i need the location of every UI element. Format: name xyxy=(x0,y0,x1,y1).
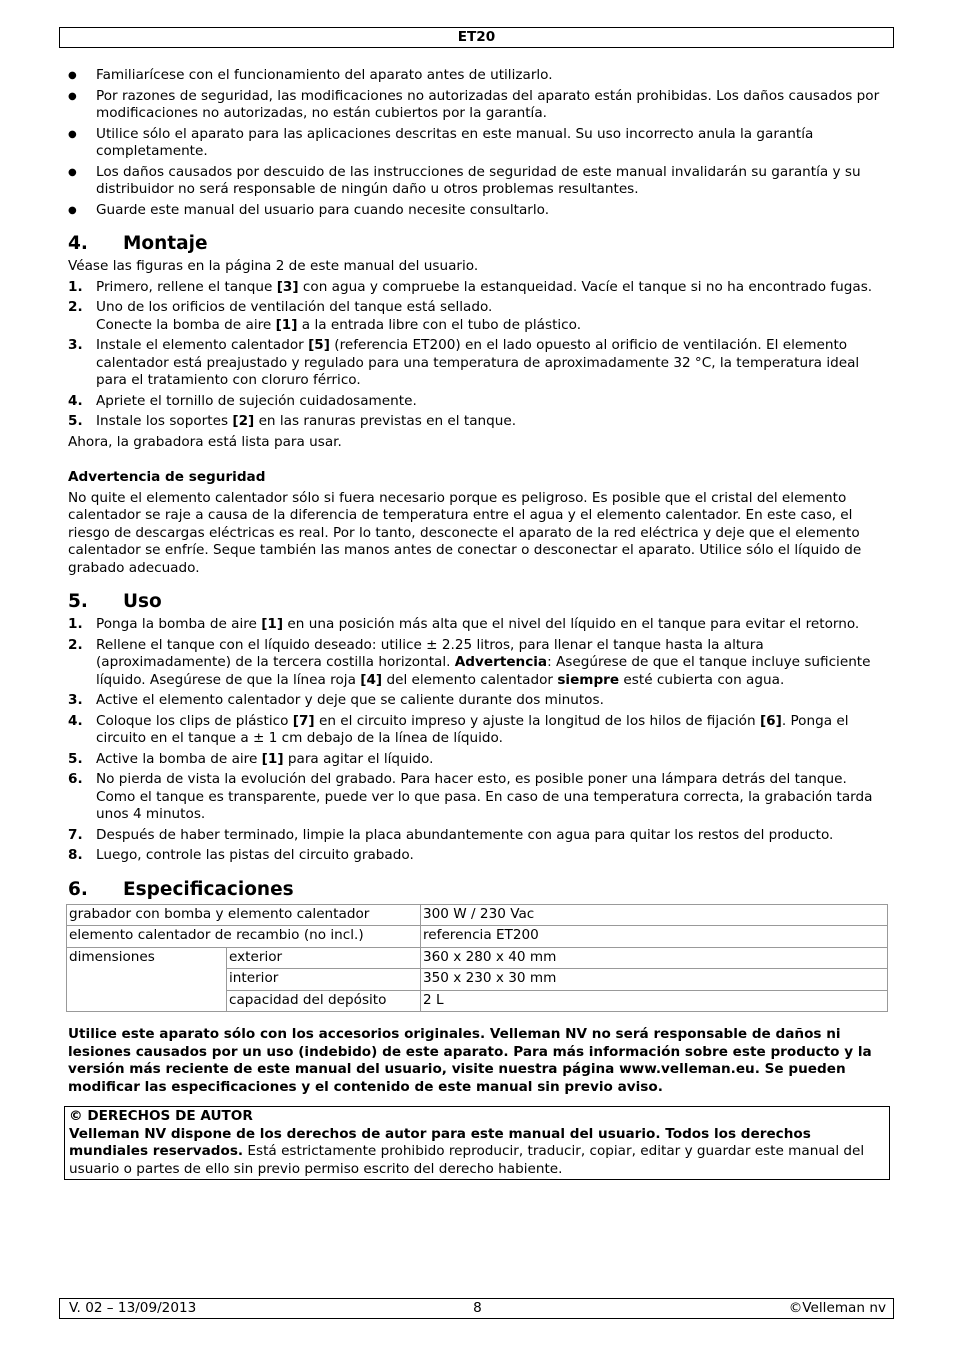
table-row xyxy=(67,947,888,969)
table-cell: elemento calentador de recambio (no incl.) xyxy=(67,926,421,948)
version-date: V. 02 – 13/09/2013 xyxy=(69,1300,197,1316)
table-cell: grabador con bomba y elemento calentador xyxy=(67,904,421,926)
list-item: ● Por razones de seguridad, las modificaciones no autorizadas del aparato están prohibidas. Los daños causados por modificaciones no autorizadas, no están cubiertos por la garantía. xyxy=(68,87,880,121)
montaje-intro: Véase las figuras en la página 2 de este manual del usuario. xyxy=(68,258,479,274)
bullet-icon: ● xyxy=(68,166,77,178)
bullet-icon: ● xyxy=(68,128,77,140)
list-item: 5. Active la bomba de aire [1] para agitar el líquido. xyxy=(68,750,434,767)
copyright-title: © DERECHOS DE AUTOR xyxy=(69,1108,253,1124)
section-heading-uso: 5. Uso xyxy=(68,591,162,612)
page-header xyxy=(59,27,894,48)
section-heading-montaje: 4. Montaje xyxy=(68,233,208,254)
list-item: 5. Instale los soportes [2] en las ranuras previstas en el tanque. xyxy=(68,413,517,429)
specifications-table xyxy=(66,904,888,1013)
table-cell: 300 W / 230 Vac xyxy=(421,904,888,926)
copyright-text: Velleman NV dispone de los derechos de autor para este manual del usuario. Todos los derechos mundiales reservados. Está estrictamente prohibido reproducir, traducir, copiar, editar y guardar este manual del usuario o partes de ello sin previo permiso escrito del derecho habiente. xyxy=(69,1125,865,1177)
table-cell: capacidad del depósito xyxy=(227,990,421,1012)
page-number: 8 xyxy=(473,1300,482,1316)
bullet-icon: ● xyxy=(68,90,77,102)
table-row xyxy=(67,926,888,948)
warning-text: No quite el elemento calentador sólo si fuera necesario porque es peligroso. Es posible que el cristal del elemento calentador se raje a causa de la diferencia de temperatura entre el agua y el elemento calentador. En este caso, el riesgo de descargas eléctricas es real. Por lo tanto, desconecte el aparato de la red eléctrica y deje que el elemento calentador se enfríe. Seque también las manos antes de conectar o desconectar el aparato. Utilice sólo el líquido de grabado adecuado. xyxy=(68,489,862,576)
table-cell: 350 x 230 x 30 mm xyxy=(421,969,888,991)
table-cell: interior xyxy=(227,969,421,991)
list-item: 7. Después de haber terminado, limpie la placa abundantemente con agua para quitar los restos del producto. xyxy=(68,826,834,843)
bullet-icon: ● xyxy=(68,70,77,81)
copyright-box xyxy=(64,1106,890,1180)
table-cell: 360 x 280 x 40 mm xyxy=(421,947,888,969)
table-cell: dimensiones xyxy=(67,947,227,1012)
section-heading-especificaciones: 6. Especificaciones xyxy=(68,878,294,900)
list-item: ● Guarde este manual del usuario para cuando necesite consultarlo. xyxy=(68,201,550,218)
table-cell: exterior xyxy=(227,947,421,969)
list-item: 4. Coloque los clips de plástico [7] en el circuito impreso y ajuste la longitud de los hilos de fijación [6]. Ponga el circuito en el tanque a ± 1 cm debajo de la línea de líquido. xyxy=(68,712,849,746)
list-item: 1. Primero, rellene el tanque [3] con agua y compruebe la estanqueidad. Vacíe el tanque si no ha encontrado fugas. xyxy=(68,278,873,295)
list-item: 2. Uno de los orificios de ventilación del tanque está sellado. Conecte la bomba de aire [1] a la entrada libre con el tubo de plástico. xyxy=(68,299,582,333)
list-item: ● Utilice sólo el aparato para las aplicaciones descritas en este manual. Su uso incorrecto anula la garantía completamente. xyxy=(68,125,814,159)
list-item: 4. Apriete el tornillo de sujeción cuidadosamente. xyxy=(68,392,417,409)
model-title: ET20 xyxy=(457,29,496,45)
page-content xyxy=(68,67,890,1180)
intro-bullet-list xyxy=(68,67,890,219)
list-item: ● Los daños causados por descuido de las instrucciones de seguridad de este manual invalidarán su garantía y su distribuidor no será responsable de ningún daño u otros problemas resultantes. xyxy=(68,163,861,197)
brand-copyright: ©Velleman nv xyxy=(788,1300,886,1316)
bullet-icon: ● xyxy=(68,204,77,216)
list-item: 6. No pierda de vista la evolución del grabado. Para hacer esto, es posible poner una lámpara detrás del tanque. Como el tanque es transparente, puede ver lo que pasa. En caso de una temperatura correcta, la grabación tarda unos 4 minutos. xyxy=(68,771,873,822)
list-item: ● Familiarícese con el funcionamiento del aparato antes de utilizarlo. xyxy=(68,67,553,83)
list-item: 1. Ponga la bomba de aire [1] en una posición más alta que el nivel del líquido en el tanque para evitar el retorno. xyxy=(68,616,860,632)
list-item: 3. Active el elemento calentador y deje que se caliente durante dos minutos. xyxy=(68,692,604,708)
table-cell: referencia ET200 xyxy=(421,926,888,948)
list-item: 3. Instale el elemento calentador [5] (referencia ET200) en el lado opuesto al orificio de ventilación. El elemento calentador está preajustado y regulado para una temperatura de aproximadamente 32 °C, la temperatura ideal para el tratamiento con cloruro férrico. xyxy=(68,337,860,388)
legal-notice: Utilice este aparato sólo con los accesorios originales. Velleman NV no será responsable de daños ni lesiones causados por un uso (indebido) de este aparato. Para más información sobre este producto y la versión más reciente de este manual del usuario, visite nuestra página www.velleman.eu. Se pueden modificar las especificaciones y el contenido de este manual sin previo aviso. xyxy=(68,1026,872,1095)
montaje-steps xyxy=(68,279,890,431)
uso-steps xyxy=(68,616,890,865)
montaje-ready: Ahora, la grabadora está lista para usar. xyxy=(68,433,342,450)
page-footer xyxy=(59,1298,894,1319)
warning-heading: Advertencia de seguridad xyxy=(68,469,266,485)
list-item: 8. Luego, controle las pistas del circuito grabado. xyxy=(68,847,414,863)
list-item: 2. Rellene el tanque con el líquido deseado: utilice ± 2.25 litros, para llenar el tanque hasta la altura (aproximadamente) de la tercera costilla horizontal. Advertencia: Asegúrese de que el tanque incluye suficiente líquido. Asegúrese de que la línea roja [4] del elemento calentador siempre esté cubierta con agua. xyxy=(68,636,871,688)
table-cell: 2 L xyxy=(421,990,888,1012)
table-row xyxy=(67,904,888,926)
